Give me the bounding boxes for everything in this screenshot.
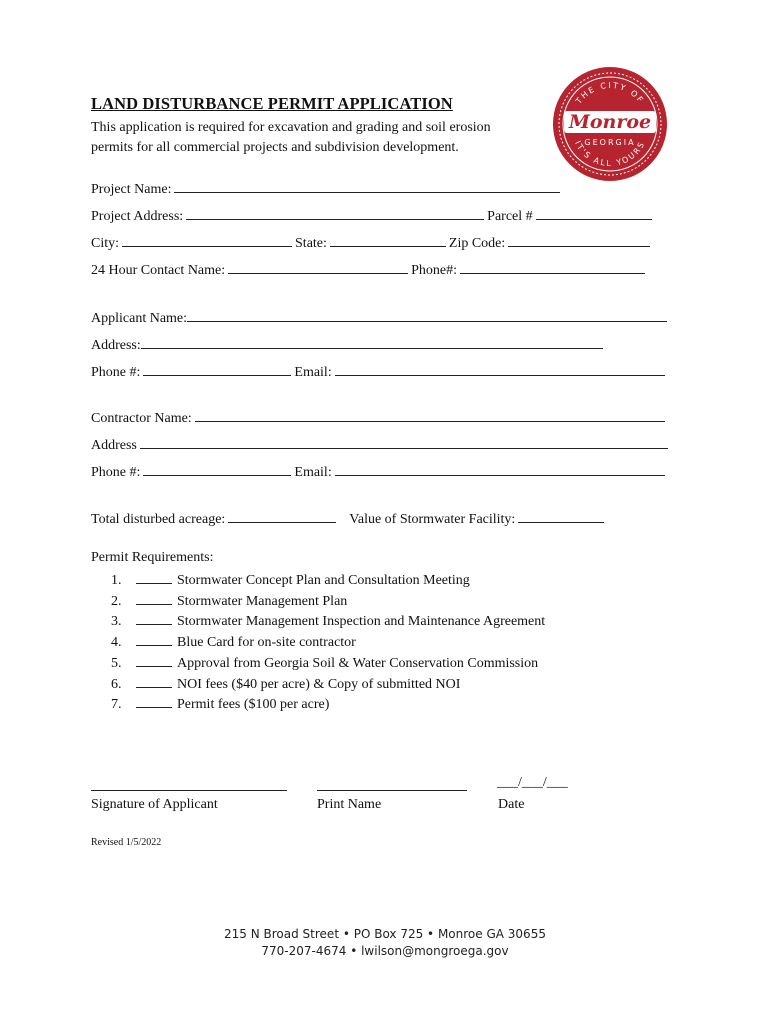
applicant-name-label: Applicant Name: [91, 311, 188, 326]
requirements-heading: Permit Requirements: [91, 550, 214, 565]
project-name-field[interactable] [174, 180, 560, 193]
footer-contact: 770-207-4674 • lwilson@mongroega.gov [261, 944, 509, 958]
contact-name-field[interactable] [228, 261, 408, 274]
stormwater-value-field[interactable] [518, 510, 604, 523]
applicant-email-field[interactable] [335, 363, 665, 376]
requirement-number: 3. [111, 614, 122, 630]
state-field[interactable] [330, 234, 446, 247]
intro-line-2: permits for all commercial projects and subdivision development. [91, 140, 459, 155]
intro-line-1: This application is required for excavation and grading and soil erosion [91, 120, 491, 135]
project-address-row [91, 207, 655, 225]
requirement-check-line[interactable] [136, 612, 172, 625]
acreage-row [91, 510, 607, 528]
state-label: State: [295, 236, 327, 251]
applicant-address-label: Address: [91, 338, 141, 353]
project-address-label: Project Address: [91, 209, 184, 224]
form-title: LAND DISTURBANCE PERMIT APPLICATION [91, 94, 453, 113]
requirement-item [111, 571, 470, 589]
requirement-text: Stormwater Management Inspection and Maintenance Agreement [177, 614, 546, 630]
contractor-email-label: Email: [294, 465, 332, 480]
stormwater-value-label: Value of Stormwater Facility: [349, 512, 516, 527]
requirement-text: Approval from Georgia Soil & Water Conservation Commission [177, 655, 539, 671]
requirement-number: 4. [111, 635, 122, 651]
print-name-label: Print Name [317, 797, 382, 812]
project-name-label: Project Name: [91, 182, 172, 197]
requirement-text: NOI fees ($40 per acre) & Copy of submitted NOI [177, 676, 461, 692]
project-name-row [91, 180, 563, 198]
seal-bottom-text: IT'S ALL YOURS [573, 139, 648, 169]
contractor-phone-label: Phone #: [91, 465, 141, 480]
requirement-text: Stormwater Concept Plan and Consultation Meeting [177, 573, 470, 588]
requirement-item [111, 675, 460, 693]
date-field[interactable]: ___/___/___ [497, 775, 568, 790]
applicant-address-field[interactable] [141, 336, 603, 349]
footer-address: 215 N Broad Street • PO Box 725 • Monroe GA 30655 [224, 927, 546, 941]
contractor-address-label: Address [91, 438, 137, 453]
requirement-text: Permit fees ($100 per acre) [177, 697, 330, 713]
contractor-address-row [91, 436, 671, 454]
requirement-item [111, 612, 545, 630]
requirement-check-line[interactable] [136, 695, 172, 708]
city-label: City: [91, 236, 120, 251]
revised-date: Revised 1/5/2022 [91, 837, 162, 848]
requirement-number: 2. [111, 593, 122, 609]
contractor-name-field[interactable] [195, 409, 665, 422]
requirement-check-line[interactable] [136, 592, 172, 605]
signature-label: Signature of Applicant [91, 797, 218, 812]
contact-row [91, 261, 648, 279]
requirement-check-line[interactable] [136, 675, 172, 688]
applicant-phone-field[interactable] [143, 363, 291, 376]
contact-phone-label: Phone#: [411, 263, 458, 278]
seal-state: GEORGIA [584, 138, 636, 147]
seal-top-text: THE CITY OF [574, 80, 646, 106]
applicant-name-field[interactable] [187, 309, 667, 322]
seal-name: Monroe [568, 111, 652, 133]
date-label: Date [498, 797, 525, 812]
acreage-field[interactable] [228, 510, 336, 523]
requirement-number: 5. [111, 655, 122, 671]
signature-line[interactable] [91, 790, 287, 791]
print-name-line[interactable] [317, 790, 467, 791]
contractor-name-label: Contractor Name: [91, 411, 192, 426]
requirement-text: Stormwater Management Plan [177, 593, 348, 609]
requirement-item [111, 592, 347, 610]
applicant-phone-label: Phone #: [91, 365, 141, 380]
applicant-email-label: Email: [294, 365, 332, 380]
requirement-item [111, 654, 538, 672]
requirement-item [111, 695, 329, 713]
contact-phone-field[interactable] [460, 261, 645, 274]
requirement-text: Blue Card for on-site contractor [177, 635, 356, 651]
requirement-check-line[interactable] [136, 633, 172, 646]
parcel-field[interactable] [536, 207, 652, 220]
parcel-label: Parcel # [487, 209, 533, 224]
contractor-phone-field[interactable] [143, 463, 291, 476]
applicant-name-row [91, 309, 670, 327]
requirement-check-line[interactable] [136, 654, 172, 667]
requirement-number: 1. [111, 573, 122, 588]
applicant-phone-row [91, 363, 668, 381]
contractor-email-field[interactable] [335, 463, 665, 476]
contractor-phone-row [91, 463, 668, 481]
contact-name-label: 24 Hour Contact Name: [91, 263, 226, 278]
applicant-address-row [91, 336, 606, 354]
acreage-label: Total disturbed acreage: [91, 512, 226, 527]
contractor-name-row [91, 409, 668, 427]
project-address-field[interactable] [186, 207, 484, 220]
requirement-number: 7. [111, 697, 122, 713]
zip-field[interactable] [508, 234, 650, 247]
requirement-check-line[interactable] [136, 571, 172, 584]
city-field[interactable] [122, 234, 292, 247]
city-seal-logo [552, 66, 668, 182]
zip-label: Zip Code: [448, 236, 506, 251]
contractor-address-field[interactable] [140, 436, 668, 449]
city-state-zip-row [91, 234, 653, 252]
requirement-number: 6. [111, 676, 122, 692]
requirement-item [111, 633, 356, 651]
